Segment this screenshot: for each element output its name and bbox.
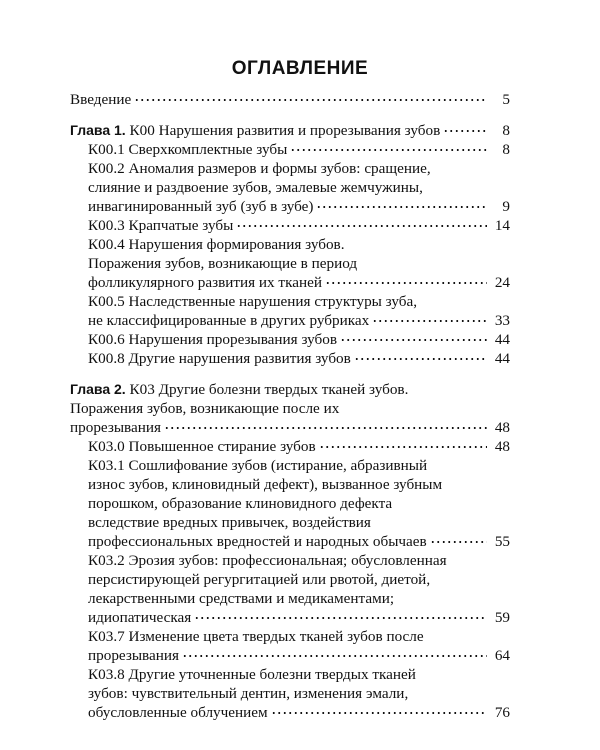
toc-chapter-row — [70, 121, 510, 140]
toc-page-number: 76 — [494, 704, 510, 721]
toc-intro[interactable] — [70, 90, 510, 109]
toc-page-number: 48 — [494, 419, 510, 436]
toc-chapter-text — [70, 381, 408, 398]
toc-entry-text: К00.6 Нарушения прорезывания зубов — [88, 331, 338, 348]
dot-leader — [354, 358, 487, 360]
toc-entry-row — [88, 608, 510, 627]
toc-entry[interactable] — [70, 140, 510, 159]
toc-entry-row — [88, 140, 510, 159]
toc-chapter-title: Поражения зубов, возникающие после их — [70, 400, 340, 417]
toc-entry-text: инвагинированный зуб (зуб в зубе) — [88, 198, 314, 215]
toc-entry-row — [88, 703, 510, 722]
dot-leader — [430, 541, 487, 543]
page-title: ОГЛАВЛЕНИЕ — [231, 58, 369, 79]
toc-entry-text: фолликулярного развития их тканей — [88, 274, 322, 291]
chapter-label: Глава 1. — [70, 122, 126, 138]
toc-entry[interactable] — [70, 349, 510, 368]
toc-entry[interactable] — [70, 292, 510, 330]
toc-chapter-line — [70, 380, 510, 399]
dot-leader — [194, 617, 487, 619]
toc-chapter-title: К00 Нарушения развития и прорезывания зубов — [129, 122, 441, 139]
toc-entry-text: профессиональных вредностей и народных обычаев — [88, 533, 427, 550]
toc-entry-row — [88, 532, 510, 551]
toc-page-number: 44 — [494, 350, 510, 367]
toc-entry-line: износ зубов, клиновидный дефект), вызванное зубным — [88, 476, 443, 493]
toc-intro-page: 5 — [502, 91, 510, 108]
dot-leader — [443, 130, 487, 132]
toc-chapter-line — [70, 399, 510, 418]
toc-chapter-title: прорезывания — [70, 419, 161, 436]
toc-page-number: 24 — [494, 274, 510, 291]
toc-page-number: 44 — [494, 331, 510, 348]
toc-intro-text: Введение — [70, 91, 132, 108]
table-of-contents — [70, 90, 510, 722]
toc-entry-row — [88, 437, 510, 456]
dot-leader — [271, 712, 487, 714]
toc-page-number: 9 — [502, 198, 510, 215]
toc-entry-text: К00.8 Другие нарушения развития зубов — [88, 350, 351, 367]
toc-entry-text: не классифицированные в других рубриках — [88, 312, 370, 329]
toc-entry-row — [88, 646, 510, 665]
toc-entry-line: вследствие вредных привычек, воздействия — [88, 514, 371, 531]
toc-page-number: 59 — [494, 609, 510, 626]
toc-entry-line: слияние и раздвоение зубов, эмалевые жемчужины, — [88, 179, 423, 196]
toc-entry-row — [88, 311, 510, 330]
toc-entry-line: К00.4 Нарушения формирования зубов. — [88, 236, 345, 253]
toc-entry-row — [88, 330, 510, 349]
toc-entry-line: К00.2 Аномалия размеров и формы зубов: сращение, — [88, 160, 431, 177]
toc-chapter-text — [70, 121, 440, 140]
dot-leader — [182, 655, 487, 657]
toc-entry-row — [88, 273, 510, 292]
dot-leader — [316, 206, 487, 208]
toc-entry[interactable] — [70, 665, 510, 722]
dot-leader — [319, 446, 487, 448]
toc-page-number: 55 — [494, 533, 510, 550]
dot-leader — [372, 320, 487, 322]
toc-page-number: 48 — [494, 438, 510, 455]
toc-entry-line: К03.2 Эрозия зубов: профессиональная; обусловленная — [88, 552, 447, 569]
toc-entry-line: зубов: чувствительный дентин, изменения эмали, — [88, 685, 409, 702]
toc-chapter-text — [70, 418, 161, 437]
toc-page-number: 8 — [502, 122, 510, 139]
toc-entry-line: К03.8 Другие уточненные болезни твердых тканей — [88, 666, 416, 683]
toc-entry[interactable] — [70, 235, 510, 292]
toc-entry-text: прорезывания — [88, 647, 179, 664]
toc-entry[interactable] — [70, 627, 510, 665]
toc-entry[interactable] — [70, 330, 510, 349]
toc-page-number: 8 — [502, 141, 510, 158]
toc-entry-line: порошком, образование клиновидного дефекта — [88, 495, 393, 512]
toc-entry-line: К03.1 Сошлифование зубов (истирание, абразивный — [88, 457, 428, 474]
toc-chapter[interactable] — [70, 380, 510, 722]
toc-entry-text: К00.3 Крапчатые зубы — [88, 217, 234, 234]
toc-chapter-row — [70, 418, 510, 437]
toc-entry-line: персистирующей регургитацией или рвотой, диетой, — [88, 571, 431, 588]
dot-leader — [236, 225, 487, 227]
toc-page-number: 14 — [494, 217, 510, 234]
toc-entry-text: идиопатическая — [88, 609, 192, 626]
toc-entry[interactable] — [70, 551, 510, 627]
toc-chapter[interactable] — [70, 121, 510, 368]
chapter-label: Глава 2. — [70, 381, 126, 397]
toc-entry-line: К03.7 Изменение цвета твердых тканей зубов после — [88, 628, 424, 645]
dot-leader — [134, 99, 487, 101]
dot-leader — [290, 149, 487, 151]
dot-leader — [340, 339, 487, 341]
toc-page-number: 33 — [494, 312, 510, 329]
toc-entry-text: обусловленные облучением — [88, 704, 268, 721]
toc-entry[interactable] — [70, 456, 510, 551]
toc-entry-line: К00.5 Наследственные нарушения структуры зуба, — [88, 293, 418, 310]
toc-chapter-title: К03 Другие болезни твердых тканей зубов. — [129, 381, 409, 398]
toc-entry[interactable] — [70, 159, 510, 216]
toc-entry-line: лекарственными средствами и медикаментами; — [88, 590, 395, 607]
dot-leader — [325, 282, 487, 284]
toc-page-number: 64 — [494, 647, 510, 664]
dot-leader — [164, 427, 487, 429]
toc-entry-text: К03.0 Повышенное стирание зубов — [88, 438, 316, 455]
toc-entry-row — [88, 216, 510, 235]
toc-entry-line: Поражения зубов, возникающие в период — [88, 255, 358, 272]
toc-entry-row — [88, 197, 510, 216]
toc-entry-row — [88, 349, 510, 368]
toc-entry[interactable] — [70, 437, 510, 456]
toc-entry-text: К00.1 Сверхкомплектные зубы — [88, 141, 288, 158]
toc-chapter-text — [70, 400, 339, 417]
toc-entry[interactable] — [70, 216, 510, 235]
